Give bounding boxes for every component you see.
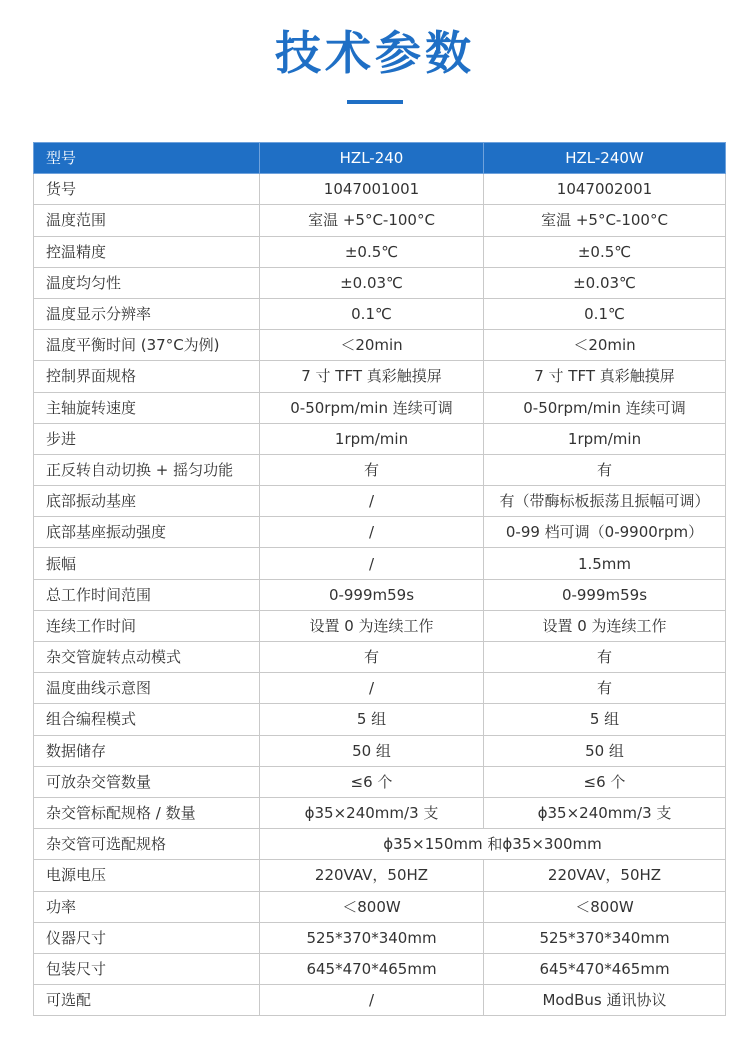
- param-name: 仪器尺寸: [34, 922, 260, 953]
- table-row: [34, 766, 726, 797]
- table-row: [34, 548, 726, 579]
- spec-table: [33, 142, 726, 1016]
- table-row: [34, 673, 726, 704]
- table-row: [34, 704, 726, 735]
- table-row: [34, 579, 726, 610]
- param-value-hzl-240w: 645*470*465mm: [484, 953, 726, 984]
- param-value-hzl-240w: ＜800W: [484, 891, 726, 922]
- param-name: 可选配: [34, 985, 260, 1016]
- param-name: 步进: [34, 423, 260, 454]
- table-row: [34, 735, 726, 766]
- header-hzl-240w: HZL-240W: [484, 143, 726, 174]
- param-name: 底部振动基座: [34, 486, 260, 517]
- param-name: 杂交管可选配规格: [34, 829, 260, 860]
- param-value-merged: ϕ35×150mm 和ϕ35×300mm: [260, 829, 726, 860]
- param-value-hzl-240w: 有（带酶标板振荡且振幅可调）: [484, 486, 726, 517]
- table-row: [34, 298, 726, 329]
- table-row: [34, 174, 726, 205]
- table-row: [34, 236, 726, 267]
- param-value-hzl-240: 50 组: [260, 735, 484, 766]
- title-underline: [347, 100, 403, 104]
- param-name: 货号: [34, 174, 260, 205]
- param-value-hzl-240w: ϕ35×240mm/3 支: [484, 797, 726, 828]
- param-value-hzl-240: 1rpm/min: [260, 423, 484, 454]
- param-name: 控制界面规格: [34, 361, 260, 392]
- table-row: [34, 829, 726, 860]
- param-value-hzl-240w: 7 寸 TFT 真彩触摸屏: [484, 361, 726, 392]
- param-name: 正反转自动切换 + 摇匀功能: [34, 454, 260, 485]
- param-value-hzl-240: ＜800W: [260, 891, 484, 922]
- table-row: [34, 517, 726, 548]
- param-value-hzl-240w: 1047002001: [484, 174, 726, 205]
- table-row: [34, 454, 726, 485]
- page-title: 技术参数: [275, 26, 475, 80]
- param-value-hzl-240: /: [260, 985, 484, 1016]
- param-value-hzl-240: ±0.03℃: [260, 267, 484, 298]
- param-name: 数据储存: [34, 735, 260, 766]
- param-value-hzl-240w: 220VAV，50HZ: [484, 860, 726, 891]
- table-row: [34, 267, 726, 298]
- header-hzl-240: HZL-240: [260, 143, 484, 174]
- table-row: [34, 610, 726, 641]
- param-value-hzl-240w: 室温 +5°C-100°C: [484, 205, 726, 236]
- param-value-hzl-240: 7 寸 TFT 真彩触摸屏: [260, 361, 484, 392]
- param-value-hzl-240: 0.1℃: [260, 298, 484, 329]
- param-value-hzl-240w: ±0.03℃: [484, 267, 726, 298]
- table-row: [34, 953, 726, 984]
- table-row: [34, 922, 726, 953]
- param-value-hzl-240w: 有: [484, 673, 726, 704]
- param-name: 总工作时间范围: [34, 579, 260, 610]
- table-row: [34, 361, 726, 392]
- table-row: [34, 423, 726, 454]
- param-name: 温度范围: [34, 205, 260, 236]
- param-name: 主轴旋转速度: [34, 392, 260, 423]
- param-value-hzl-240: /: [260, 517, 484, 548]
- param-value-hzl-240: 有: [260, 642, 484, 673]
- param-value-hzl-240w: 设置 0 为连续工作: [484, 610, 726, 641]
- param-name: 组合编程模式: [34, 704, 260, 735]
- param-value-hzl-240: 220VAV，50HZ: [260, 860, 484, 891]
- header-model: 型号: [34, 143, 260, 174]
- param-name: 可放杂交管数量: [34, 766, 260, 797]
- param-value-hzl-240: 525*370*340mm: [260, 922, 484, 953]
- param-value-hzl-240: 1047001001: [260, 174, 484, 205]
- param-value-hzl-240w: ±0.5℃: [484, 236, 726, 267]
- param-name: 控温精度: [34, 236, 260, 267]
- param-value-hzl-240: /: [260, 486, 484, 517]
- param-value-hzl-240w: 0-999m59s: [484, 579, 726, 610]
- param-value-hzl-240: 0-50rpm/min 连续可调: [260, 392, 484, 423]
- param-value-hzl-240w: 1.5mm: [484, 548, 726, 579]
- param-name: 杂交管标配规格 / 数量: [34, 797, 260, 828]
- param-value-hzl-240w: ≤6 个: [484, 766, 726, 797]
- param-name: 杂交管旋转点动模式: [34, 642, 260, 673]
- param-name: 底部基座振动强度: [34, 517, 260, 548]
- param-value-hzl-240: 有: [260, 454, 484, 485]
- param-value-hzl-240: 5 组: [260, 704, 484, 735]
- param-value-hzl-240: ±0.5℃: [260, 236, 484, 267]
- param-value-hzl-240: /: [260, 673, 484, 704]
- table-row: [34, 860, 726, 891]
- param-name: 温度均匀性: [34, 267, 260, 298]
- param-value-hzl-240: 设置 0 为连续工作: [260, 610, 484, 641]
- param-name: 功率: [34, 891, 260, 922]
- param-name: 振幅: [34, 548, 260, 579]
- table-row: [34, 330, 726, 361]
- param-value-hzl-240w: 0.1℃: [484, 298, 726, 329]
- param-value-hzl-240: ϕ35×240mm/3 支: [260, 797, 484, 828]
- param-value-hzl-240w: ＜20min: [484, 330, 726, 361]
- param-value-hzl-240: ＜20min: [260, 330, 484, 361]
- table-row: [34, 205, 726, 236]
- param-value-hzl-240w: 5 组: [484, 704, 726, 735]
- param-value-hzl-240w: 0-50rpm/min 连续可调: [484, 392, 726, 423]
- param-value-hzl-240w: ModBus 通讯协议: [484, 985, 726, 1016]
- table-row: [34, 642, 726, 673]
- param-value-hzl-240w: 50 组: [484, 735, 726, 766]
- table-row: [34, 891, 726, 922]
- table-row: [34, 797, 726, 828]
- param-name: 温度平衡时间 (37°C为例): [34, 330, 260, 361]
- param-name: 连续工作时间: [34, 610, 260, 641]
- param-value-hzl-240w: 0-99 档可调（0-9900rpm）: [484, 517, 726, 548]
- table-header-row: [34, 143, 726, 174]
- table-body: [34, 174, 726, 1016]
- param-name: 温度显示分辨率: [34, 298, 260, 329]
- param-value-hzl-240: 室温 +5°C-100°C: [260, 205, 484, 236]
- param-name: 电源电压: [34, 860, 260, 891]
- param-value-hzl-240w: 有: [484, 642, 726, 673]
- param-value-hzl-240: 645*470*465mm: [260, 953, 484, 984]
- table-row: [34, 392, 726, 423]
- param-name: 温度曲线示意图: [34, 673, 260, 704]
- param-value-hzl-240: ≤6 个: [260, 766, 484, 797]
- param-value-hzl-240w: 有: [484, 454, 726, 485]
- param-name: 包装尺寸: [34, 953, 260, 984]
- param-value-hzl-240w: 1rpm/min: [484, 423, 726, 454]
- param-value-hzl-240: 0-999m59s: [260, 579, 484, 610]
- param-value-hzl-240w: 525*370*340mm: [484, 922, 726, 953]
- param-value-hzl-240: /: [260, 548, 484, 579]
- table-row: [34, 985, 726, 1016]
- table-row: [34, 486, 726, 517]
